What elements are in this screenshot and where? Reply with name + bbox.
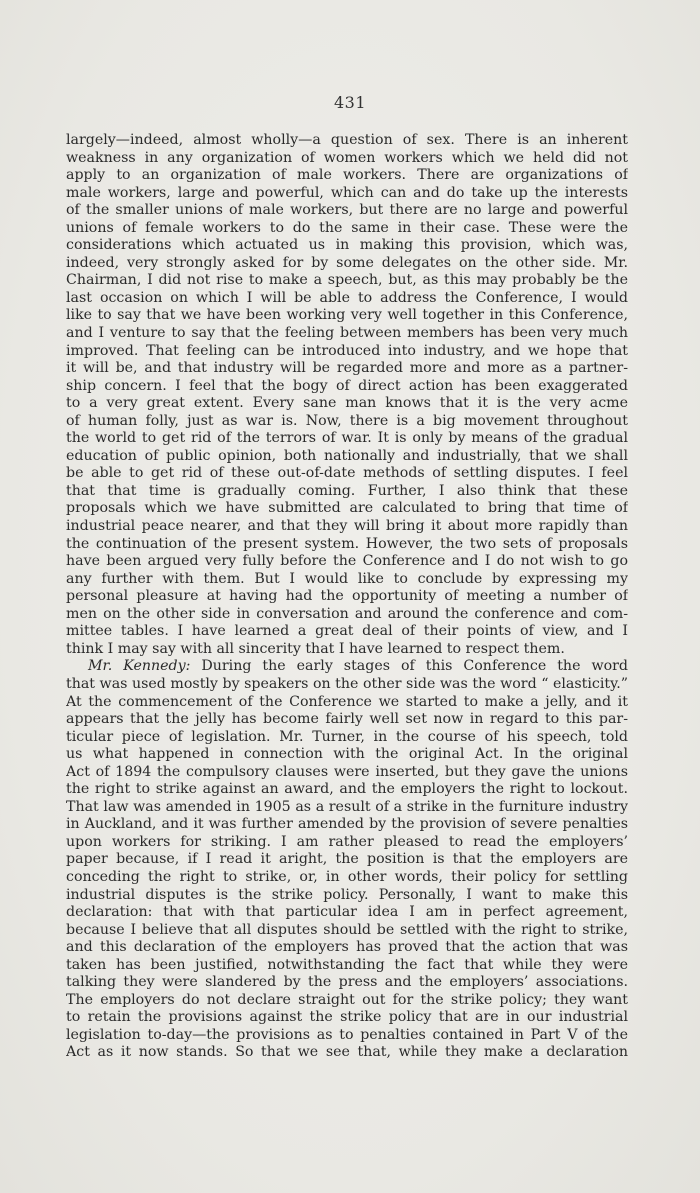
text-line: upon workers for striking. I am rather pleased to read the employers’: [66, 833, 628, 850]
text-line: have been argued very fully before the Conference and I do not wish to go: [66, 553, 628, 570]
text-line: that was used mostly by speakers on the other side was the word “ elasticity.”: [66, 675, 628, 692]
text-line: largely—indeed, almost wholly—a question of sex. There is an inherent: [66, 132, 628, 148]
text-line: last occasion on which I will be able to address the Conference, I would: [66, 289, 628, 306]
text-line: to a very great extent. Every sane man knows that it is the very acme: [66, 395, 628, 412]
text-line: the continuation of the present system. However, the two sets of proposals: [66, 535, 628, 552]
text-line: the right to strike against an award, and the employers the right to lockout.: [66, 781, 628, 798]
text-line: us what happened in connection with the original Act. In the original: [66, 746, 628, 763]
text-line: weakness in any organization of women workers which we held did not: [66, 149, 628, 166]
text-line: any further with them. But I would like to conclude by expressing my: [66, 570, 628, 587]
text-line: paper because, if I read it aright, the position is that the employers are: [66, 851, 628, 868]
text-line: education of public opinion, both nationally and industrially, that we shall: [66, 447, 628, 464]
text-line: industrial peace nearer, and that they will bring it about more rapidly than: [66, 518, 628, 535]
text-line: it will be, and that industry will be regarded more and more as a partner-: [66, 360, 628, 377]
text-line: Act of 1894 the compulsory clauses were inserted, but they gave the unions: [66, 763, 628, 780]
text-line: mittee tables. I have learned a great deal of their points of view, and I: [66, 623, 628, 640]
text-line: in Auckland, and it was further amended by the provision of severe penalties: [66, 816, 628, 833]
text-line: declaration: that with that particular idea I am in perfect agreement,: [66, 904, 628, 921]
text-line: personal pleasure at having had the opportunity of meeting a number of: [66, 588, 628, 605]
text-line: ship concern. I feel that the bogy of direct action has been exaggerated: [66, 377, 628, 394]
text-line: because I believe that all disputes should be settled with the right to strike,: [66, 921, 628, 938]
text-line: unions of female workers to do the same in their case. These were the: [66, 219, 628, 236]
text-line: of human folly, just as war is. Now, there is a big movement throughout: [66, 412, 628, 429]
text-line: be able to get rid of these out-of-date methods of settling disputes. I feel: [66, 465, 628, 482]
text-line: talking they were slandered by the press and the employers’ associations.: [66, 974, 628, 991]
text-line: improved. That feeling can be introduced into industry, and we hope that: [66, 342, 628, 359]
text-line: conceding the right to strike, or, in other words, their policy for settling: [66, 868, 628, 885]
text-line: the world to get rid of the terrors of war. It is only by means of the gradual: [66, 430, 628, 447]
text-line: think I may say with all sincerity that I have learned to respect them.: [66, 640, 565, 657]
text-line: and I venture to say that the feeling between members has been very much: [66, 325, 628, 342]
text-line: considerations which actuated us in making this provision, which was,: [66, 237, 628, 254]
text-line: male workers, large and powerful, which can and do take up the interests: [66, 184, 628, 201]
body-text: [66, 132, 628, 1062]
speaker-line: [66, 658, 628, 676]
text-line: Chairman, I did not rise to make a speech, but, as this may probably be the: [66, 272, 628, 289]
text-line: of the smaller unions of male workers, but there are no large and powerful: [66, 202, 628, 219]
text-line: Act as it now stands. So that we see that, while they make a declaration: [66, 1044, 628, 1061]
text-line: taken has been justified, notwithstanding the fact that while they were: [66, 956, 628, 973]
text-line: men on the other side in conversation and around the conference and com-: [66, 605, 628, 622]
text-line: that that time is gradually coming. Further, I also think that these: [66, 482, 628, 499]
speaker-line-text: During the early stages of this Conference the word: [201, 658, 628, 675]
speaker-name: Mr. Kennedy:: [88, 658, 191, 675]
text-line: industrial disputes is the strike policy. Personally, I want to make this: [66, 886, 628, 903]
text-line: indeed, very strongly asked for by some delegates on the other side. Mr.: [66, 254, 628, 271]
text-line: proposals which we have submitted are calculated to bring that time of: [66, 500, 628, 517]
text-line: appears that the jelly has become fairly well set now in regard to this par-: [66, 711, 628, 728]
text-line: and this declaration of the employers has proved that the action that was: [66, 939, 628, 956]
text-line: to retain the provisions against the strike policy that are in our industrial: [66, 1009, 628, 1026]
text-line: legislation to-day—the provisions as to penalties contained in Part V of the: [66, 1026, 628, 1043]
text-line: ticular piece of legislation. Mr. Turner, in the course of his speech, told: [66, 728, 628, 745]
text-line: That law was amended in 1905 as a result of a strike in the furniture industry: [66, 798, 628, 815]
text-line: like to say that we have been working very well together in this Conference,: [66, 307, 628, 324]
text-line: At the commencement of the Conference we started to make a jelly, and it: [66, 693, 628, 710]
text-line: The employers do not declare straight out for the strike policy; they want: [66, 991, 628, 1008]
page-number: 431: [333, 93, 367, 112]
text-line: apply to an organization of male workers. There are organizations of: [66, 167, 628, 184]
